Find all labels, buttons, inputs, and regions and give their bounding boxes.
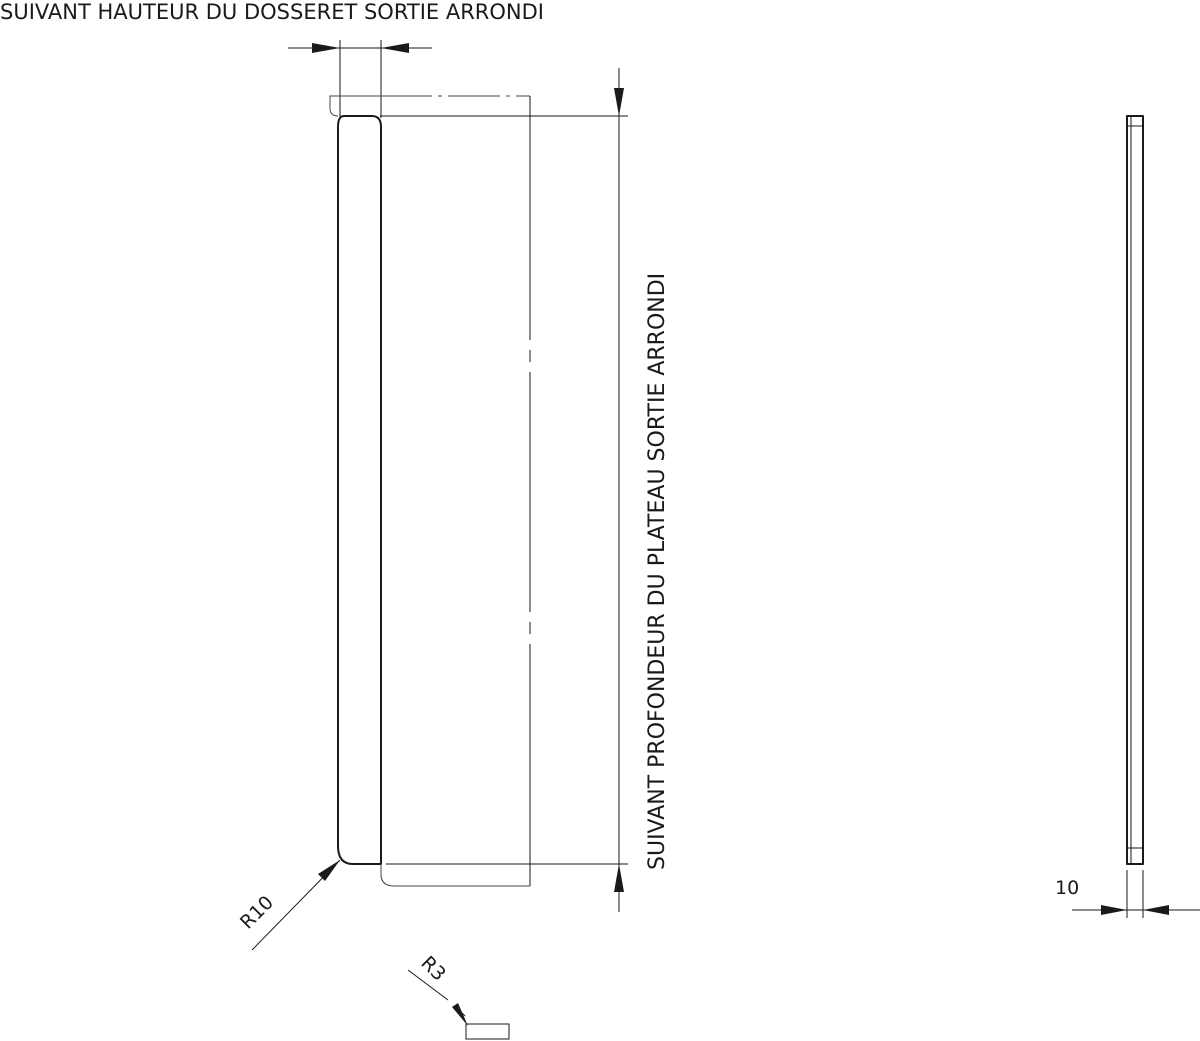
radius-small-callout: [408, 952, 509, 1039]
radius-large-callout: [236, 860, 340, 950]
thickness-label: 10: [1055, 877, 1080, 899]
side-view-plate: [1127, 116, 1143, 864]
thickness-dimension: [1055, 870, 1200, 918]
arrow-right-icon: [312, 43, 340, 53]
top-dimension-label: SUIVANT HAUTEUR DU DOSSERET SORTIE ARRONDI: [0, 0, 545, 24]
arrow-icon: [452, 1003, 468, 1026]
arrow-left-icon: [1143, 905, 1169, 915]
arrow-icon: [318, 860, 340, 881]
phantom-plate-outline: [330, 96, 530, 886]
arrow-up-icon: [614, 864, 624, 892]
radius-small-label: R3: [416, 951, 450, 986]
arrow-left-icon: [381, 43, 409, 53]
radius-large-label: R10: [235, 891, 278, 934]
side-dimension-label: SUIVANT PROFONDEUR DU PLATEAU SORTIE ARRONDI: [645, 272, 670, 870]
side-depth-dimension: [380, 68, 628, 912]
profile-outline: [338, 116, 381, 864]
small-section-detail: [466, 1024, 509, 1039]
arrow-down-icon: [614, 88, 624, 116]
top-width-dimension: [288, 40, 432, 118]
arrow-right-icon: [1101, 905, 1127, 915]
